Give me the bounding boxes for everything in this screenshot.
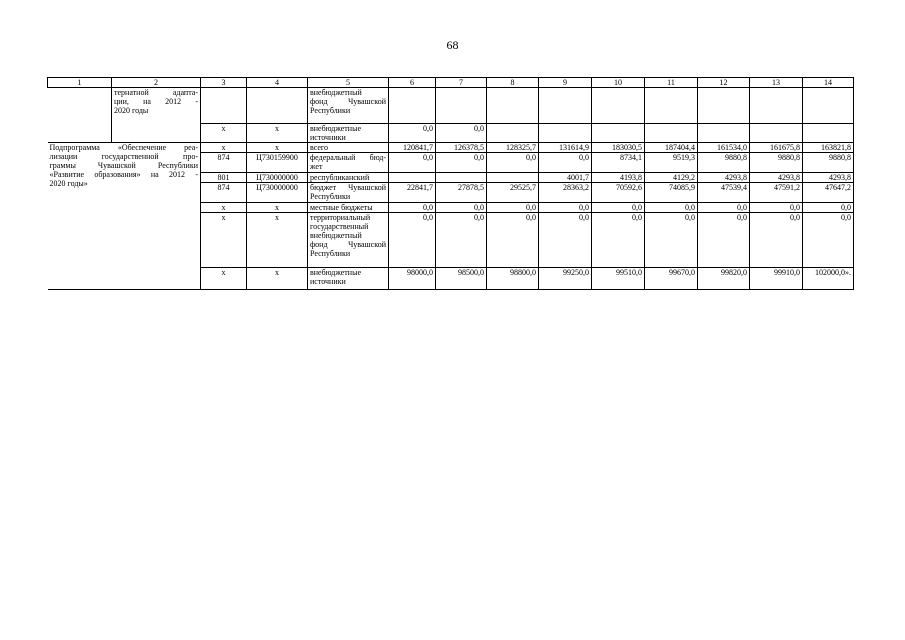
text-line: жет	[310, 162, 323, 171]
value-cell	[487, 88, 539, 124]
source-cell	[308, 153, 389, 173]
page-number: 68	[446, 38, 459, 52]
value-cell: 27878,5	[436, 183, 487, 203]
value-cell	[698, 88, 750, 124]
source-cell	[308, 268, 389, 290]
value-cell: 99910,0	[750, 268, 803, 290]
column-number: 7	[436, 78, 487, 88]
value-cell	[487, 173, 539, 183]
value-cell: 0,0	[592, 203, 645, 213]
value-cell	[389, 173, 436, 183]
column-number: 10	[592, 78, 645, 88]
source-cell	[308, 143, 389, 153]
column-number: 13	[750, 78, 803, 88]
table-row	[48, 88, 854, 124]
value-cell: 0,0	[539, 153, 592, 173]
value-cell: 22841,7	[389, 183, 436, 203]
code-cell: 874	[201, 153, 247, 173]
value-cell: 161534,0	[698, 143, 750, 153]
column-number: 5	[308, 78, 389, 88]
value-cell: 0,0	[389, 153, 436, 173]
table-row	[48, 143, 854, 153]
text-line: ции, на 2012 -	[114, 97, 198, 106]
value-cell: 99670,0	[645, 268, 698, 290]
column-number: 9	[539, 78, 592, 88]
empty-cell	[48, 88, 112, 143]
value-cell	[750, 88, 803, 124]
value-cell: 0,0	[750, 203, 803, 213]
value-cell: 0,0	[389, 124, 436, 143]
value-cell: 120841,7	[389, 143, 436, 153]
value-cell: 0,0	[645, 203, 698, 213]
source-cell	[308, 88, 389, 124]
column-number: 6	[389, 78, 436, 88]
text-line: местные бюджеты	[310, 203, 373, 212]
value-cell: 9519,3	[645, 153, 698, 173]
column-number: 4	[247, 78, 308, 88]
subprogram-title-cell	[48, 143, 201, 290]
value-cell: 163821,8	[803, 143, 854, 153]
value-cell: 0,0	[803, 203, 854, 213]
value-cell: 29525,7	[487, 183, 539, 203]
value-cell: 0,0	[389, 213, 436, 268]
value-cell: 0,0	[436, 203, 487, 213]
value-cell: 98000,0	[389, 268, 436, 290]
text-line: Республики	[310, 249, 351, 258]
value-cell: 0,0	[698, 213, 750, 268]
source-cell	[308, 203, 389, 213]
header-row	[48, 78, 854, 88]
value-cell: 99250,0	[539, 268, 592, 290]
text-line: Республики	[310, 192, 351, 201]
text-line: федеральный бюд-	[310, 153, 386, 162]
code-cell: х	[247, 203, 308, 213]
value-cell: 102000,0».	[803, 268, 854, 290]
value-cell	[698, 124, 750, 143]
value-cell	[592, 88, 645, 124]
text-line: фонд Чувашской	[310, 240, 386, 249]
value-cell: 0,0	[803, 213, 854, 268]
value-cell: 47539,4	[698, 183, 750, 203]
value-cell: 4001,7	[539, 173, 592, 183]
code-cell: 801	[201, 173, 247, 183]
text-line: внебюджетные	[310, 124, 361, 133]
code-cell: х	[247, 268, 308, 290]
budget-table	[47, 77, 854, 290]
text-line: источники	[310, 133, 346, 142]
text-line: тернатной адапта-	[114, 88, 198, 97]
value-cell	[803, 124, 854, 143]
column-number: 8	[487, 78, 539, 88]
value-cell: 131614,9	[539, 143, 592, 153]
text-line: «Развитие образования» на 2012 -	[49, 170, 198, 179]
text-line: внебюджетный	[310, 231, 362, 240]
code-cell: х	[201, 124, 247, 143]
value-cell	[803, 88, 854, 124]
value-cell: 0,0	[750, 213, 803, 268]
value-cell: 9880,8	[803, 153, 854, 173]
text-line: территориальный	[310, 213, 371, 222]
source-cell	[308, 213, 389, 268]
text-line: фонд Чувашской	[310, 97, 386, 106]
value-cell: 28363,2	[539, 183, 592, 203]
text-line: граммы Чувашской Республики	[49, 161, 198, 170]
value-cell: 187404,4	[645, 143, 698, 153]
code-cell: х	[247, 213, 308, 268]
value-cell	[750, 124, 803, 143]
text-line: лизации государственной про-	[49, 152, 198, 161]
value-cell: 0,0	[539, 203, 592, 213]
text-line: государственный	[310, 222, 369, 231]
value-cell: 47591,2	[750, 183, 803, 203]
value-cell: 0,0	[487, 213, 539, 268]
value-cell: 128325,7	[487, 143, 539, 153]
value-cell: 74085,9	[645, 183, 698, 203]
value-cell: 0,0	[436, 153, 487, 173]
value-cell: 0,0	[389, 203, 436, 213]
code-cell: х	[201, 268, 247, 290]
code-cell	[201, 88, 247, 124]
value-cell: 8734,1	[592, 153, 645, 173]
value-cell: 4293,8	[803, 173, 854, 183]
program-name-cell	[112, 88, 201, 143]
text-line: Республики	[310, 106, 351, 115]
column-number: 12	[698, 78, 750, 88]
source-cell	[308, 173, 389, 183]
value-cell: 126378,5	[436, 143, 487, 153]
value-cell	[592, 124, 645, 143]
value-cell	[436, 88, 487, 124]
code-cell: х	[247, 124, 308, 143]
value-cell	[436, 173, 487, 183]
value-cell: 183030,5	[592, 143, 645, 153]
value-cell: 4293,8	[750, 173, 803, 183]
value-cell: 0,0	[487, 153, 539, 173]
text-line: внебюджетный	[310, 88, 362, 97]
text-line: источники	[310, 277, 346, 286]
text-line: бюджет Чувашской	[310, 183, 386, 192]
text-line: Подпрограмма «Обеспечение реа-	[49, 143, 198, 152]
column-number: 1	[48, 78, 112, 88]
value-cell: 47647,2	[803, 183, 854, 203]
code-cell: х	[201, 143, 247, 153]
text-line: республиканский	[310, 173, 370, 182]
value-cell	[645, 88, 698, 124]
code-cell: х	[201, 213, 247, 268]
column-number: 3	[201, 78, 247, 88]
code-cell: х	[201, 203, 247, 213]
text-line: 2020 годы»	[49, 179, 88, 188]
value-cell: 0,0	[436, 124, 487, 143]
column-number: 11	[645, 78, 698, 88]
value-cell: 161675,8	[750, 143, 803, 153]
text-line: внебюджетные	[310, 268, 361, 277]
value-cell: 98800,0	[487, 268, 539, 290]
value-cell	[645, 124, 698, 143]
value-cell: 0,0	[592, 213, 645, 268]
value-cell: 9880,8	[750, 153, 803, 173]
code-cell: х	[247, 143, 308, 153]
value-cell	[539, 124, 592, 143]
value-cell: 0,0	[539, 213, 592, 268]
value-cell: 70592,6	[592, 183, 645, 203]
value-cell: 0,0	[698, 203, 750, 213]
value-cell: 0,0	[645, 213, 698, 268]
value-cell: 98500,0	[436, 268, 487, 290]
value-cell: 4293,8	[698, 173, 750, 183]
value-cell	[389, 88, 436, 124]
source-cell	[308, 124, 389, 143]
value-cell: 99510,0	[592, 268, 645, 290]
code-cell: Ц730159900	[247, 153, 308, 173]
value-cell	[539, 88, 592, 124]
column-number: 2	[112, 78, 201, 88]
text-line: 2020 годы	[114, 106, 149, 115]
source-cell	[308, 183, 389, 203]
code-cell: Ц730000000	[247, 173, 308, 183]
value-cell	[487, 124, 539, 143]
code-cell: 874	[201, 183, 247, 203]
value-cell: 99820,0	[698, 268, 750, 290]
text-line: всего	[310, 143, 329, 152]
column-number: 14	[803, 78, 854, 88]
value-cell: 4193,8	[592, 173, 645, 183]
value-cell: 0,0	[487, 203, 539, 213]
value-cell: 0,0	[436, 213, 487, 268]
code-cell	[247, 88, 308, 124]
value-cell: 9880,8	[698, 153, 750, 173]
value-cell: 4129,2	[645, 173, 698, 183]
code-cell: Ц730000000	[247, 183, 308, 203]
